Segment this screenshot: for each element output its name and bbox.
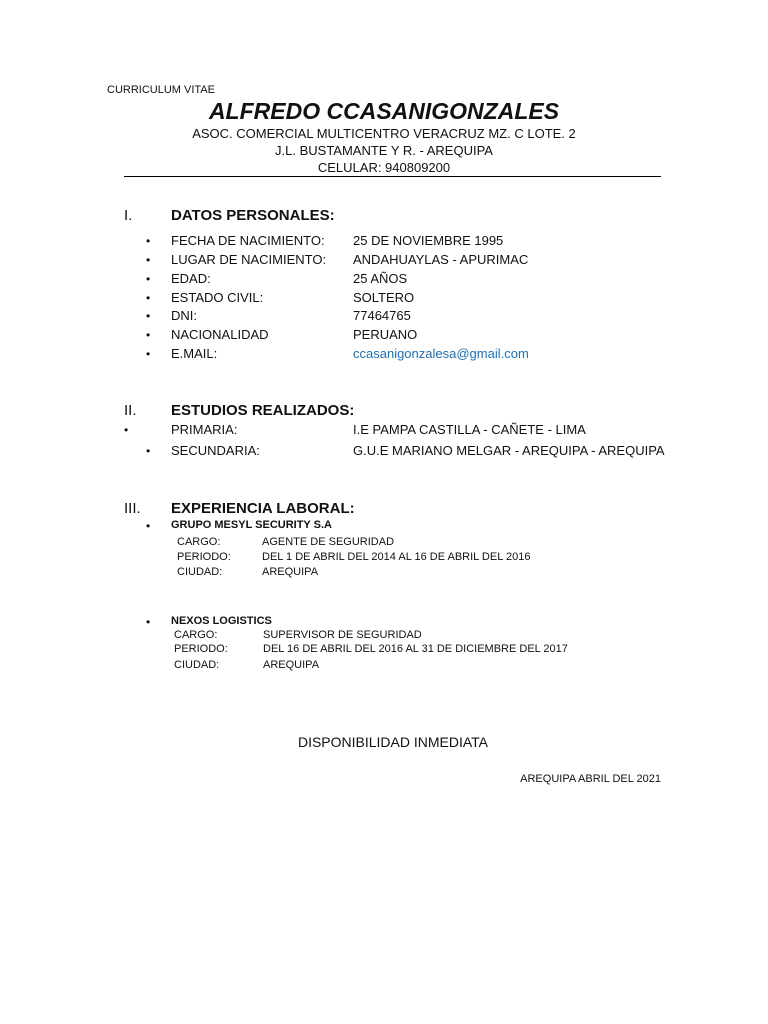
bullet-icon: • — [146, 519, 151, 533]
personal-item-label: ESTADO CIVIL: — [171, 290, 264, 305]
email-link[interactable]: ccasanigonzalesa@gmail.com — [353, 346, 529, 361]
job-periodo-label: PERIODO: — [177, 551, 231, 563]
job-periodo: DEL 1 DE ABRIL DEL 2014 AL 16 DE ABRIL DEL 2016 — [262, 551, 531, 563]
place-date: AREQUIPA ABRIL DEL 2021 — [520, 773, 661, 785]
studies-item-label: PRIMARIA: — [171, 422, 238, 437]
job-ciudad: AREQUIPA — [262, 566, 319, 578]
job-cargo-label: CARGO: — [177, 536, 221, 548]
personal-item-value: ANDAHUAYLAS - APURIMAC — [353, 252, 529, 267]
section-number-studies: II. — [124, 402, 137, 419]
job-cargo: SUPERVISOR DE SEGURIDAD — [263, 629, 422, 641]
bullet-icon: • — [146, 291, 151, 305]
job-cargo-label: CARGO: — [174, 629, 218, 641]
job-periodo-label: PERIODO: — [174, 643, 228, 655]
personal-item-label: NACIONALIDAD — [171, 327, 269, 342]
document-label: CURRICULUM VITAE — [107, 84, 215, 96]
personal-item-label: EDAD: — [171, 271, 211, 286]
phone-line: CELULAR: 940809200 — [317, 160, 451, 175]
bullet-icon: • — [146, 253, 151, 267]
section-number-personal: I. — [124, 207, 133, 224]
personal-item-value: PERUANO — [353, 327, 418, 342]
bullet-icon: • — [146, 444, 151, 458]
job-periodo: DEL 16 DE ABRIL DEL 2016 AL 31 DE DICIEMBRE DEL 2017 — [263, 643, 568, 655]
bullet-icon: • — [146, 328, 151, 342]
personal-item-label: LUGAR DE NACIMIENTO: — [171, 252, 327, 267]
section-title-experience: EXPERIENCIA LABORAL: — [171, 500, 355, 517]
bullet-icon: • — [146, 347, 151, 361]
studies-item-value: G.U.E MARIANO MELGAR - AREQUIPA - AREQUIPA — [353, 443, 665, 458]
bullet-icon: • — [146, 309, 151, 323]
personal-item-value: 77464765 — [353, 308, 411, 323]
availability-note: DISPONIBILIDAD INMEDIATA — [297, 734, 489, 750]
personal-item-value: 25 AÑOS — [353, 271, 408, 286]
personal-item-value: SOLTERO — [353, 290, 415, 305]
job-ciudad-label: CIUDAD: — [174, 659, 220, 671]
candidate-name: ALFREDO CCASANIGONZALES — [208, 98, 560, 124]
header-divider — [124, 176, 661, 177]
address-line-1: ASOC. COMERCIAL MULTICENTRO VERACRUZ MZ. C LOTE. 2 — [192, 126, 576, 141]
bullet-icon: • — [146, 615, 151, 629]
studies-item-label: SECUNDARIA: — [171, 443, 260, 458]
personal-item-label: DNI: — [171, 308, 197, 323]
job-ciudad: AREQUIPA — [263, 659, 320, 671]
bullet-icon: • — [146, 272, 151, 286]
section-title-studies: ESTUDIOS REALIZADOS: — [171, 402, 355, 419]
job-ciudad-label: CIUDAD: — [177, 566, 223, 578]
address-line-2: J.L. BUSTAMANTE Y R. - AREQUIPA — [275, 143, 493, 158]
job-company: NEXOS LOGISTICS — [171, 615, 272, 627]
bullet-icon: • — [124, 423, 129, 437]
bullet-icon: • — [146, 234, 151, 248]
section-title-personal: DATOS PERSONALES: — [171, 207, 335, 224]
job-company: GRUPO MESYL SECURITY S.A — [171, 519, 332, 531]
personal-item-value: 25 DE NOVIEMBRE 1995 — [353, 233, 504, 248]
personal-item-label: E.MAIL: — [171, 346, 218, 361]
studies-item-value: I.E PAMPA CASTILLA - CAÑETE - LIMA — [353, 422, 586, 437]
section-number-experience: III. — [124, 500, 141, 517]
job-cargo: AGENTE DE SEGURIDAD — [262, 536, 395, 548]
personal-item-label: FECHA DE NACIMIENTO: — [171, 233, 325, 248]
